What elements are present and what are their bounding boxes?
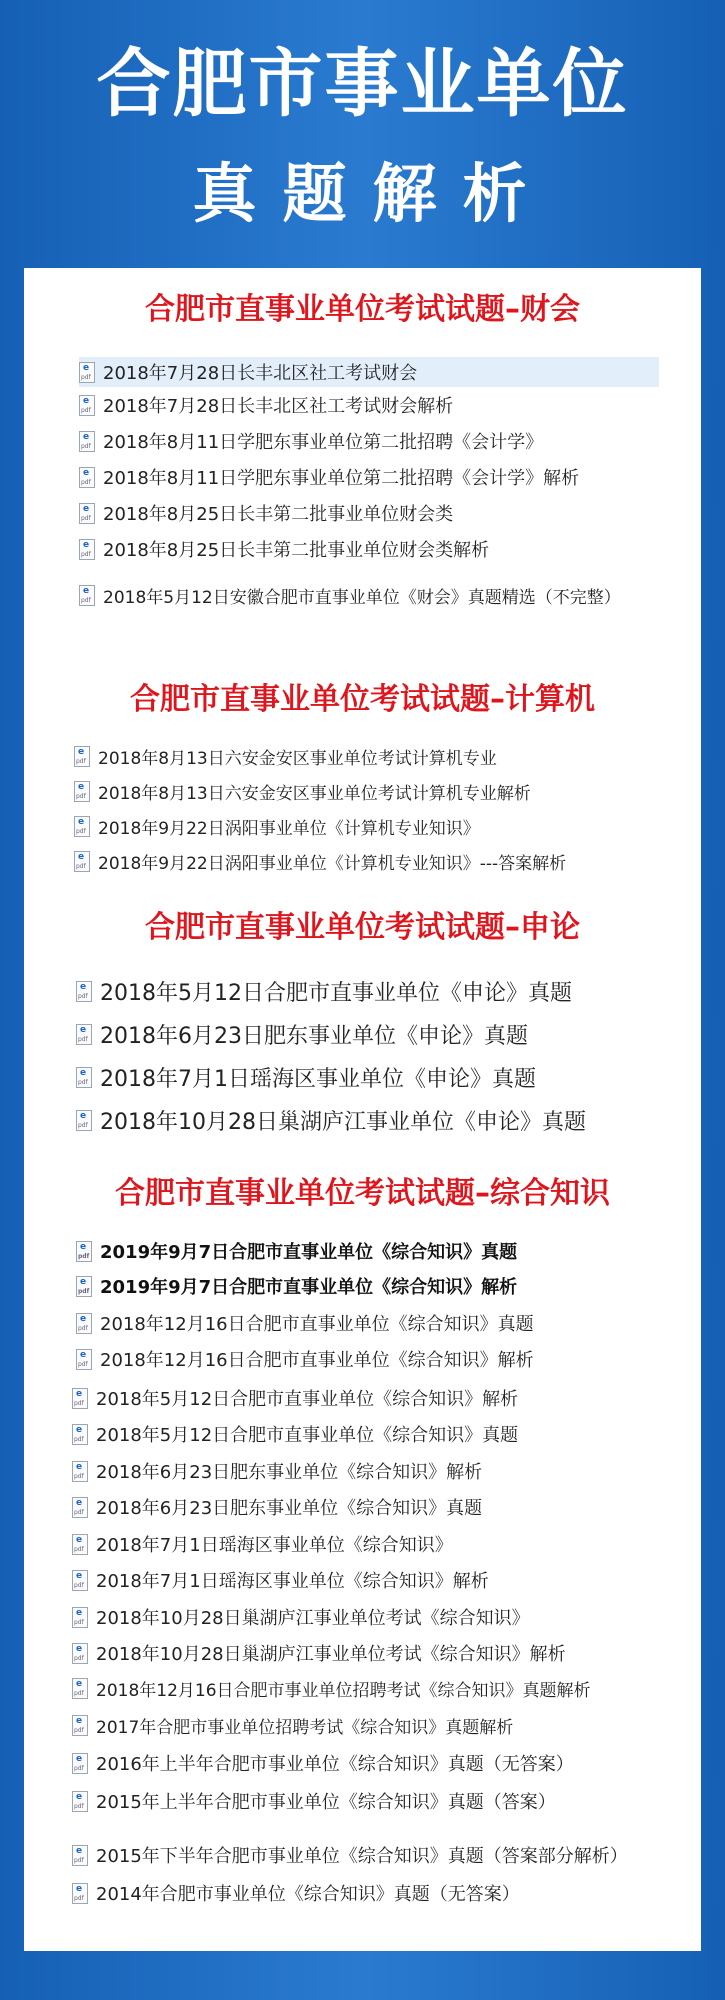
pdf-file-icon: e pdf [74, 851, 90, 872]
pdf-file-icon: e pdf [74, 816, 90, 837]
list-item[interactable] [79, 583, 621, 608]
item-label: 2018年8月13日六安金安区事业单位考试计算机专业 [98, 749, 497, 769]
list-item[interactable] [72, 1531, 453, 1557]
list-item[interactable] [76, 976, 572, 1007]
item-label: 2015年下半年合肥市事业单位《综合知识》真题（答案部分解析） [96, 1846, 628, 1867]
pdf-file-icon: e pdf [72, 1678, 88, 1699]
list-item[interactable] [74, 744, 497, 769]
item-label: 2019年9月7日合肥市直事业单位《综合知识》真题 [100, 1242, 518, 1263]
list-item[interactable] [76, 1273, 517, 1299]
item-label: 2018年12月16日合肥市直事业单位《综合知识》解析 [100, 1350, 534, 1371]
list-item[interactable] [74, 849, 566, 874]
item-label: 2016年上半年合肥市事业单位《综合知识》真题（无答案） [96, 1754, 574, 1775]
item-label: 2018年9月22日涡阳事业单位《计算机专业知识》 [98, 819, 480, 839]
list-item[interactable] [76, 1238, 517, 1264]
pdf-file-icon: e pdf [72, 1753, 88, 1774]
list-item[interactable] [72, 1640, 566, 1666]
pdf-file-icon: e pdf [74, 746, 90, 767]
pdf-file-icon: e pdf [72, 1607, 88, 1628]
list-item[interactable] [76, 1105, 586, 1136]
item-label: 2018年5月12日合肥市直事业单位《综合知识》真题 [96, 1425, 519, 1446]
item-label: 2018年7月1日瑶海区事业单位《综合知识》 [96, 1535, 453, 1556]
pdf-file-icon: e pdf [76, 981, 92, 1002]
list-item[interactable] [76, 1346, 534, 1372]
pdf-file-icon: e pdf [72, 1715, 88, 1736]
pdf-file-icon: e pdf [76, 1276, 92, 1297]
list-item[interactable] [72, 1788, 556, 1814]
item-label: 2018年10月28日巢湖庐江事业单位考试《综合知识》 [96, 1608, 530, 1629]
pdf-file-icon: e pdf [79, 539, 95, 560]
list-item[interactable] [76, 1019, 528, 1050]
item-label: 2018年8月25日长丰第二批事业单位财会类解析 [103, 540, 490, 561]
pdf-file-icon: e pdf [79, 503, 95, 524]
pdf-file-icon: e pdf [76, 1110, 92, 1131]
item-label: 2018年9月22日涡阳事业单位《计算机专业知识》---答案解析 [98, 854, 567, 874]
list-item[interactable] [72, 1676, 591, 1701]
item-label: 2018年6月23日肥东事业单位《综合知识》解析 [96, 1462, 483, 1483]
item-label: 2018年7月1日瑶海区事业单位《综合知识》解析 [96, 1571, 489, 1592]
item-label: 2018年5月12日合肥市直事业单位《申论》真题 [100, 981, 572, 1006]
item-label: 2018年5月12日安徽合肥市直事业单位《财会》真题精选（不完整） [103, 588, 621, 608]
list-item[interactable] [72, 1880, 520, 1906]
list-item[interactable] [76, 1062, 536, 1093]
item-label: 2018年8月25日长丰第二批事业单位财会类 [103, 504, 454, 525]
item-label: 2018年10月28日巢湖庐江事业单位考试《综合知识》解析 [96, 1644, 566, 1665]
pdf-file-icon: e pdf [72, 1845, 88, 1866]
item-label: 2018年6月23日肥东事业单位《申论》真题 [100, 1024, 528, 1049]
pdf-file-icon: e pdf [74, 781, 90, 802]
list-item[interactable] [72, 1713, 513, 1738]
pdf-file-icon: e pdf [79, 585, 95, 606]
item-label: 2018年8月11日学肥东事业单位第二批招聘《会计学》 [103, 432, 544, 453]
list-item[interactable] [72, 1750, 574, 1776]
pdf-file-icon: e pdf [72, 1497, 88, 1518]
item-label: 2018年7月28日长丰北区社工考试财会解析 [103, 396, 454, 417]
item-label: 2018年10月28日巢湖庐江事业单位《申论》真题 [100, 1110, 586, 1135]
item-label: 2018年8月13日六安金安区事业单位考试计算机专业解析 [98, 784, 531, 804]
list-item[interactable] [72, 1385, 518, 1411]
pdf-file-icon: e pdf [79, 362, 95, 383]
section-title-computer: 合肥市直事业单位考试试题–计算机 [130, 682, 595, 717]
pdf-file-icon: e pdf [72, 1883, 88, 1904]
item-label: 2017年合肥市事业单位招聘考试《综合知识》真题解析 [96, 1718, 514, 1738]
list-item[interactable] [74, 779, 531, 804]
list-item[interactable] [72, 1567, 489, 1593]
content-panel [24, 268, 701, 1951]
item-label: 2018年12月16日合肥市直事业单位《综合知识》真题 [100, 1314, 534, 1335]
list-item[interactable] [79, 392, 453, 418]
item-label: 2018年8月11日学肥东事业单位第二批招聘《会计学》解析 [103, 468, 580, 489]
item-label: 2018年5月12日合肥市直事业单位《综合知识》解析 [96, 1389, 519, 1410]
pdf-file-icon: e pdf [72, 1534, 88, 1555]
list-item[interactable] [72, 1842, 628, 1868]
pdf-file-icon: e pdf [76, 1349, 92, 1370]
list-item[interactable] [79, 536, 489, 562]
section-title-accounting: 合肥市直事业单位考试试题–财会 [145, 292, 580, 327]
list-item[interactable] [74, 814, 480, 839]
pdf-file-icon: e pdf [72, 1643, 88, 1664]
list-item[interactable] [72, 1604, 530, 1630]
item-label: 2018年7月28日长丰北区社工考试财会 [103, 363, 418, 384]
section-title-general-knowledge: 合肥市直事业单位考试试题–综合知识 [115, 1176, 610, 1211]
list-item[interactable] [76, 1310, 534, 1336]
pdf-file-icon: e pdf [76, 1024, 92, 1045]
pdf-file-icon: e pdf [76, 1313, 92, 1334]
item-label: 2018年6月23日肥东事业单位《综合知识》真题 [96, 1498, 483, 1519]
pdf-file-icon: e pdf [72, 1791, 88, 1812]
pdf-file-icon: e pdf [72, 1388, 88, 1409]
item-label: 2019年9月7日合肥市直事业单位《综合知识》解析 [100, 1277, 518, 1298]
pdf-file-icon: e pdf [79, 395, 95, 416]
list-item[interactable] [72, 1421, 518, 1447]
list-item[interactable] [79, 500, 453, 526]
pdf-file-icon: e pdf [79, 467, 95, 488]
item-label: 2015年上半年合肥市事业单位《综合知识》真题（答案） [96, 1792, 556, 1813]
list-item[interactable] [79, 428, 543, 454]
pdf-file-icon: e pdf [76, 1067, 92, 1088]
pdf-file-icon: e pdf [79, 431, 95, 452]
pdf-file-icon: e pdf [72, 1461, 88, 1482]
section-title-essay: 合肥市直事业单位考试试题–申论 [145, 910, 580, 945]
page-title: 合肥市事业单位 [96, 41, 629, 127]
list-item[interactable] [79, 464, 579, 490]
pdf-file-icon: e pdf [72, 1570, 88, 1591]
list-item[interactable] [72, 1494, 482, 1520]
item-label: 2018年7月1日瑶海区事业单位《申论》真题 [100, 1067, 536, 1092]
list-item[interactable] [79, 357, 659, 387]
list-item[interactable] [72, 1458, 482, 1484]
item-label: 2014年合肥市事业单位《综合知识》真题（无答案） [96, 1884, 520, 1905]
page-subtitle: 真题解析 [192, 158, 553, 232]
item-label: 2018年12月16日合肥市事业单位招聘考试《综合知识》真题解析 [96, 1681, 591, 1701]
pdf-file-icon: e pdf [76, 1241, 92, 1262]
pdf-file-icon: e pdf [72, 1424, 88, 1445]
